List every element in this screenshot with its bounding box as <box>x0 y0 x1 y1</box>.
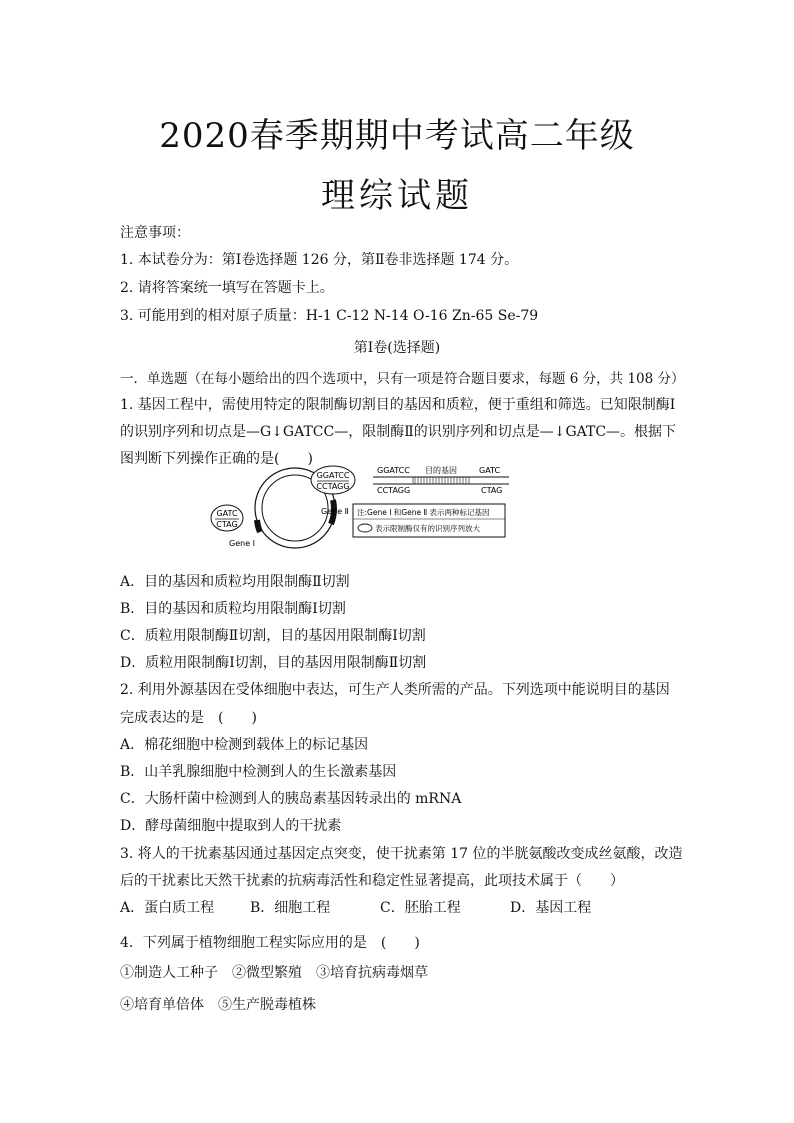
target-dna <box>373 477 509 484</box>
q2-option-a[interactable]: A．棉花细胞中检测到载体上的标记基因 <box>120 737 369 753</box>
q1-stem-line: 1. 基因工程中，需使用特定的限制酶切割目的基因和质粒，便于重组和筛选。已知限制酶Ⅰ <box>120 397 676 413</box>
plasmid-site2-bottom: CTAG <box>216 520 238 529</box>
q4-items-line: ①制造人工种子 ②微型繁殖 ③培育抗病毒烟草 <box>120 965 428 981</box>
q3-option-c[interactable]: C．胚胎工程 <box>380 900 461 916</box>
gene1-label: Gene Ⅰ <box>229 539 256 548</box>
q3-option-d[interactable]: D．基因工程 <box>510 900 592 916</box>
dna-right-bottom: CTAG <box>481 486 503 495</box>
dna-mid-label: 目的基因 <box>425 466 457 475</box>
notice-item: 3. 可能用到的相对原子质量：H-1 C-12 N-14 O-16 Zn-65 Se-79 <box>120 308 539 324</box>
exam-title: 2020春季期期中考试高二年级 <box>159 116 635 156</box>
exam-subtitle: 理综试题 <box>321 176 473 216</box>
dna-left-bottom: CCTAGG <box>377 486 411 495</box>
part-heading: 一．单选题（在每小题给出的四个选项中，只有一项是符合题目要求，每题 6 分，共 108 分） <box>120 371 685 387</box>
legend-note-1: 注:Gene Ⅰ 和Gene Ⅱ 表示两种标记基因 <box>357 508 490 517</box>
q4-stem: 4．下列属于植物细胞工程实际应用的是 ( ) <box>120 935 420 951</box>
q2-option-b[interactable]: B．山羊乳腺细胞中检测到人的生长激素基因 <box>120 764 397 780</box>
gene2-label: Gene Ⅱ <box>321 507 349 516</box>
legend-note-2: 表示限制酶仅有的识别序列放大 <box>375 524 480 533</box>
q3-option-a[interactable]: A．蛋白质工程 <box>120 900 215 916</box>
notice-item: 2. 请将答案统一填写在答题卡上。 <box>120 280 334 296</box>
plasmid-site1-bottom: CCTAGG <box>316 482 350 491</box>
q3-option-b[interactable]: B．细胞工程 <box>250 900 331 916</box>
notice-item: 1. 本试卷分为：第Ⅰ卷选择题 126 分，第Ⅱ卷非选择题 174 分。 <box>120 252 519 268</box>
q4-items-line: ④培育单倍体 ⑤生产脱毒植株 <box>120 997 316 1013</box>
q1-option-d[interactable]: D．质粒用限制酶Ⅰ切割，目的基因用限制酶Ⅱ切割 <box>120 655 427 671</box>
q1-option-a[interactable]: A．目的基因和质粒均用限制酶Ⅱ切割 <box>120 574 350 590</box>
q1-stem-line: 的识别序列和切点是—G↓GATCC—，限制酶Ⅱ的识别序列和切点是—↓GATC—。根据下 <box>120 424 677 440</box>
plasmid-figure <box>205 462 515 554</box>
section-title: 第Ⅰ卷(选择题) <box>353 340 441 356</box>
q1-stem-line: 图判断下列操作正确的是( ) <box>120 451 313 467</box>
plasmid-site1-top: GGATCC <box>316 471 350 480</box>
q1-option-c[interactable]: C．质粒用限制酶Ⅱ切割，目的基因用限制酶Ⅰ切割 <box>120 628 426 644</box>
q3-stem-line: 3. 将人的干扰素基因通过基因定点突变，使干扰素第 17 位的半胱氨酸改变成丝氨酸，改造 <box>120 846 683 862</box>
notice-heading: 注意事项： <box>120 225 190 241</box>
dna-left-top: GGATCC <box>377 466 410 475</box>
q2-stem-line: 完成表达的是 ( ) <box>120 710 257 726</box>
q2-option-d[interactable]: D．酵母菌细胞中提取到人的干扰素 <box>120 818 342 834</box>
q3-stem-line: 后的干扰素比天然干扰素的抗病毒活性和稳定性显著提高，此项技术属于（ ） <box>120 873 624 889</box>
q1-option-b[interactable]: B．目的基因和质粒均用限制酶Ⅰ切割 <box>120 601 346 617</box>
q2-option-c[interactable]: C．大肠杆菌中检测到人的胰岛素基因转录出的 mRNA <box>120 791 462 807</box>
q2-stem-line: 2. 利用外源基因在受体细胞中表达，可生产人类所需的产品。下列选项中能说明目的基因 <box>120 682 670 698</box>
plasmid-site2-top: GATC <box>216 509 238 518</box>
dna-right-top: GATC <box>479 466 501 475</box>
